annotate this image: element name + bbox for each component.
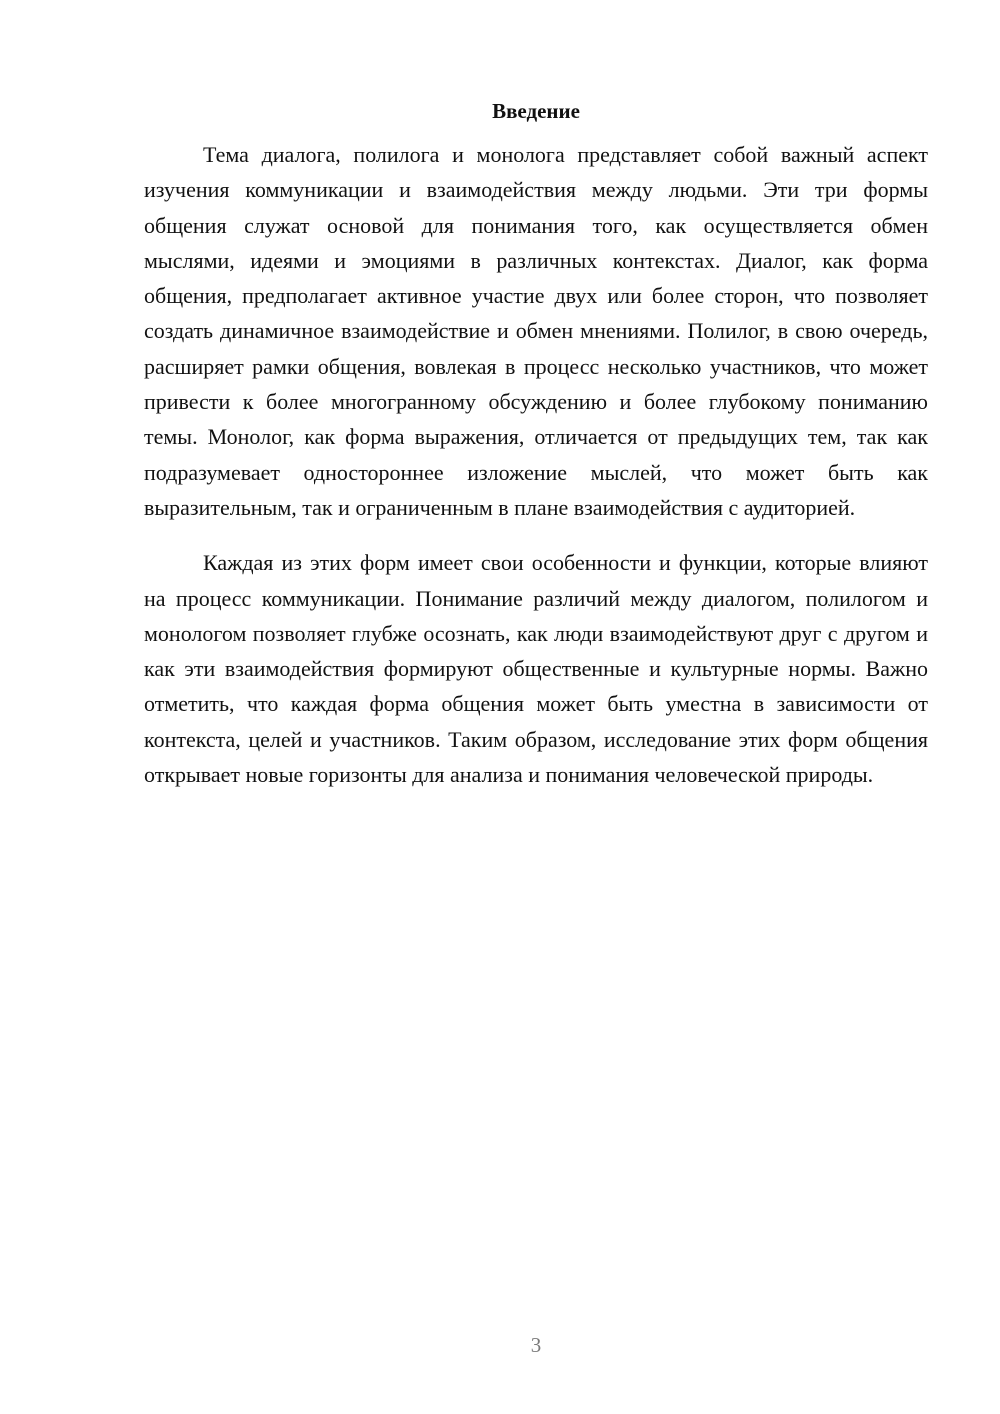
section-title: Введение	[492, 99, 580, 123]
paragraph-1: Тема диалога, полилога и монолога представляет собой важный аспект изучения коммуникации и взаимодействия между людьми. Эти три формы общения служат основой для понимания того, как осуществляется обмен мыслями, идеями и эмоциями в различных контекстах. Диалог, как форма общения, предполагает активное участие двух или более сторон, что позволяет создать динамичное взаимодействие и обмен мнениями. Полилог, в свою очередь, расширяет рамки общения, вовлекая в процесс несколько участников, что может привести к более многогранному обсуждению и более глубокому пониманию темы. Монолог, как форма выражения, отличается от предыдущих тем, так как подразумевает одностороннее изложение мыслей, что может быть как выразительным, так и ограниченным в плане взаимодействия с аудиторией.	[144, 142, 928, 520]
paragraph-2: Каждая из этих форм имеет свои особенности и функции, которые влияют на процесс коммуникации. Понимание различий между диалогом, полилогом и монологом позволяет глубже осознать, как люди взаимодействуют друг с другом и как эти взаимодействия формируют общественные и культурные нормы. Важно отметить, что каждая форма общения может быть уместна в зависимости от контекста, целей и участников. Таким образом, исследование этих форм общения открывает новые горизонты для анализа и понимания человеческой природы.	[144, 550, 928, 788]
page-content	[144, 96, 928, 792]
page-number: 3	[530, 1333, 542, 1357]
